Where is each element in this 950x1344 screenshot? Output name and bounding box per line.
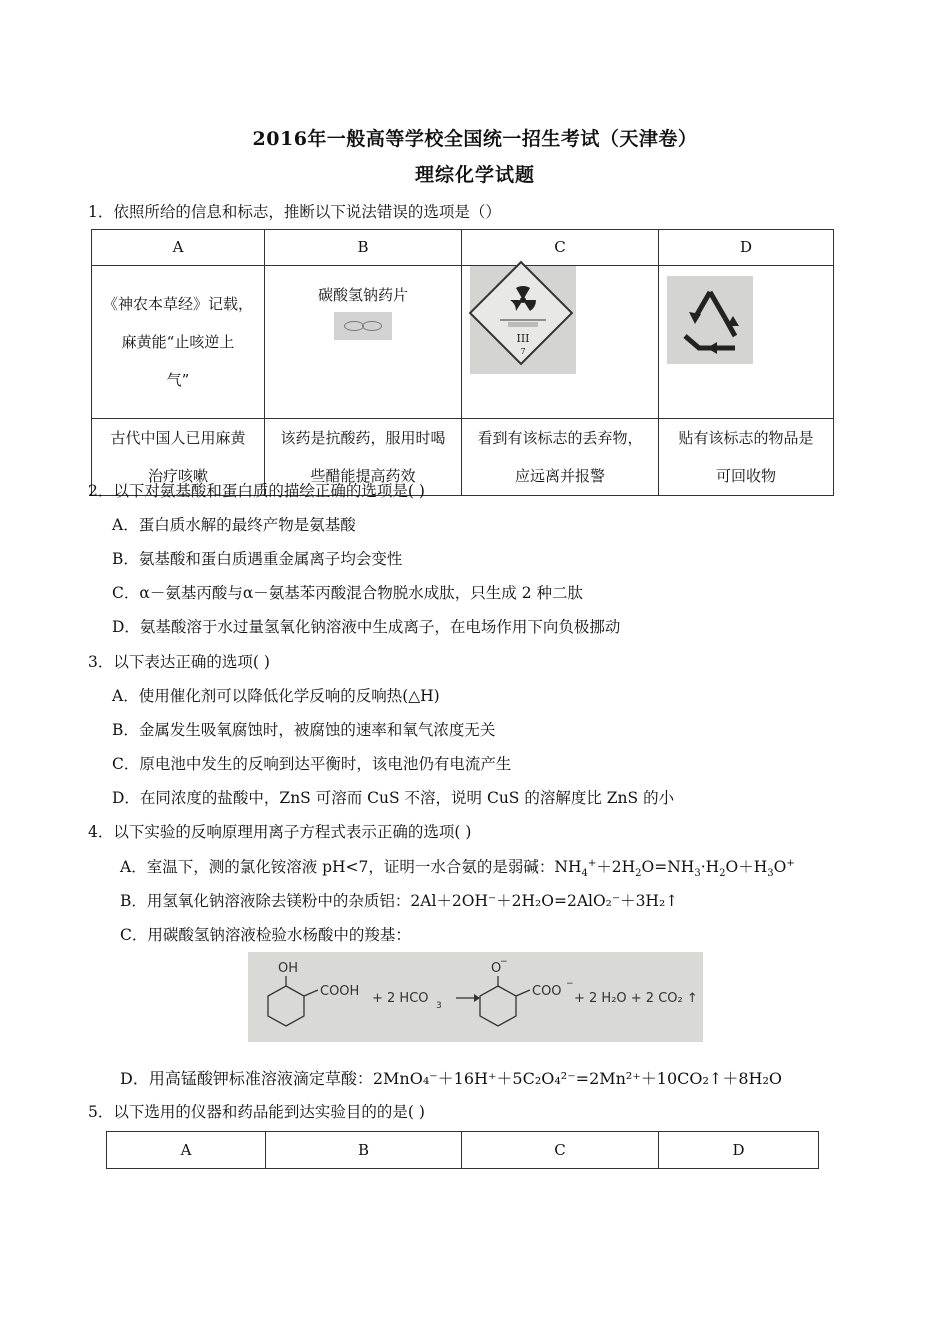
cell-a-line-2: 麻黄能“止咳逆上 — [121, 333, 235, 351]
question-5-stem: 5．以下选用的仪器和药品能到达实验目的的是( ) — [88, 1103, 425, 1121]
svg-text:3: 3 — [436, 1001, 442, 1011]
cell-c-comment-line-1: 看到有该标志的丢弃物， — [477, 429, 643, 447]
table-header-d: D — [659, 230, 834, 266]
cell-c-info — [462, 266, 659, 419]
cell-d-info — [659, 266, 834, 419]
svg-text:7: 7 — [520, 347, 526, 356]
cell-a-line-1: 《神农本草经》记载， — [102, 295, 253, 313]
cell-c-comment — [462, 419, 659, 496]
o-minus-label: O — [491, 961, 502, 976]
q5-header-d: D — [659, 1132, 819, 1169]
cell-a-info — [92, 266, 265, 419]
question-4-option-d: D．用高锰酸钾标准溶液滴定草酸：2MnO₄⁻＋16H⁺＋5C₂O₄²⁻=2Mn²⁺＋10CO₂↑＋8H₂O — [120, 1069, 782, 1088]
cooh-label: COOH — [320, 984, 360, 999]
question-3-option-c: C．原电池中发生的反响到达平衡时，该电池仍有电流产生 — [112, 755, 512, 773]
table-header-a: A — [92, 230, 265, 266]
question-3-stem: 3．以下表达正确的选项( ) — [88, 653, 270, 671]
svg-text:−: − — [500, 957, 508, 967]
question-3-option-b: B．金属发生吸氧腐蚀时，被腐蚀的速率和氧气浓度无关 — [112, 721, 496, 739]
svg-text:III: III — [516, 332, 530, 345]
cell-d-comment-line-1: 贴有该标志的物品是 — [678, 429, 814, 447]
question-3-option-a: A．使用催化剂可以降低化学反响的反响热(△H) — [112, 687, 440, 705]
cell-b-info — [265, 266, 462, 419]
recycle-icon — [667, 276, 753, 364]
cell-b-comment-line-2: 些醋能提高药效 — [310, 467, 416, 485]
products-label: + 2 H₂O + 2 CO₂ ↑ — [574, 991, 698, 1006]
table-header-c: C — [462, 230, 659, 266]
q5-header-a: A — [107, 1132, 266, 1169]
pill-tablet-image — [334, 312, 392, 340]
salicylic-acid-reaction-equation-image — [248, 952, 703, 1042]
cell-a-comment-line-2: 治疗咳嗽 — [147, 467, 208, 485]
cell-a-comment-line-1: 古代中国人已用麻黄 — [110, 429, 246, 447]
question-4-option-b: B．用氢氧化钠溶液除去镁粉中的杂质铝：2Al＋2OH⁻＋2H₂O=2AlO₂⁻＋3H₂↑ — [120, 892, 679, 910]
question-2-stem: 2．以下对氨基酸和蛋白质的描绘正确的选项是( ) — [88, 482, 425, 500]
cell-d-comment — [659, 419, 834, 496]
table-header-b: B — [265, 230, 462, 266]
cell-a-line-3: 气” — [166, 371, 190, 389]
cell-b-comment-line-1: 该药是抗酸药，服用时喝 — [280, 429, 446, 447]
question-5-table — [106, 1131, 819, 1169]
radioactive-warning-sign-icon — [470, 266, 576, 374]
svg-text:−: − — [566, 979, 574, 989]
question-4-option-a: A．室温下，测的氯化铵溶液 pH<7，证明一水合氨的是弱碱：$NH_4^++2H_2O=NH_3\cdot H_2O+H_3O^+$ — [120, 857, 795, 880]
cell-c-comment-line-2: 应远离并报警 — [514, 467, 605, 485]
cell-b-label: 碳酸氢钠药片 — [317, 286, 408, 304]
page-subtitle: 理综化学试题 — [414, 164, 535, 186]
question-1-stem: 1．依照所给的信息和标志，推断以下说法错误的选项是（） — [88, 203, 501, 221]
question-2-option-d: D．氨基酸溶于水过量氢氧化钠溶液中生成离子，在电场作用下向负极挪动 — [112, 618, 621, 636]
cell-d-comment-line-2: 可回收物 — [715, 467, 776, 485]
oh-label: OH — [278, 961, 299, 976]
question-2-option-b: B．氨基酸和蛋白质遇重金属离子均会变性 — [112, 550, 403, 568]
page-title: 2016年一般高等学校全国统一招生考试（天津卷） — [252, 128, 698, 150]
question-2-option-c: C．α－氨基丙酸与α－氨基苯丙酸混合物脱水成肽，只生成 2 种二肽 — [112, 584, 584, 602]
coo-minus-label: COO — [532, 984, 562, 999]
question-4-option-c: C．用碳酸氢钠溶液检验水杨酸中的羧基： — [120, 926, 411, 944]
question-4-stem: 4．以下实验的反响原理用离子方程式表示正确的选项( ) — [88, 823, 472, 841]
q5-header-b: B — [266, 1132, 462, 1169]
question-2-option-a: A．蛋白质水解的最终产物是氨基酸 — [112, 516, 356, 534]
question-1-table — [91, 229, 834, 496]
hco3-label: + 2 HCO — [372, 991, 429, 1006]
q5-header-c: C — [462, 1132, 659, 1169]
question-3-option-d: D．在同浓度的盐酸中，ZnS 可溶而 CuS 不溶，说明 CuS 的溶解度比 ZnS 的小 — [112, 789, 675, 807]
